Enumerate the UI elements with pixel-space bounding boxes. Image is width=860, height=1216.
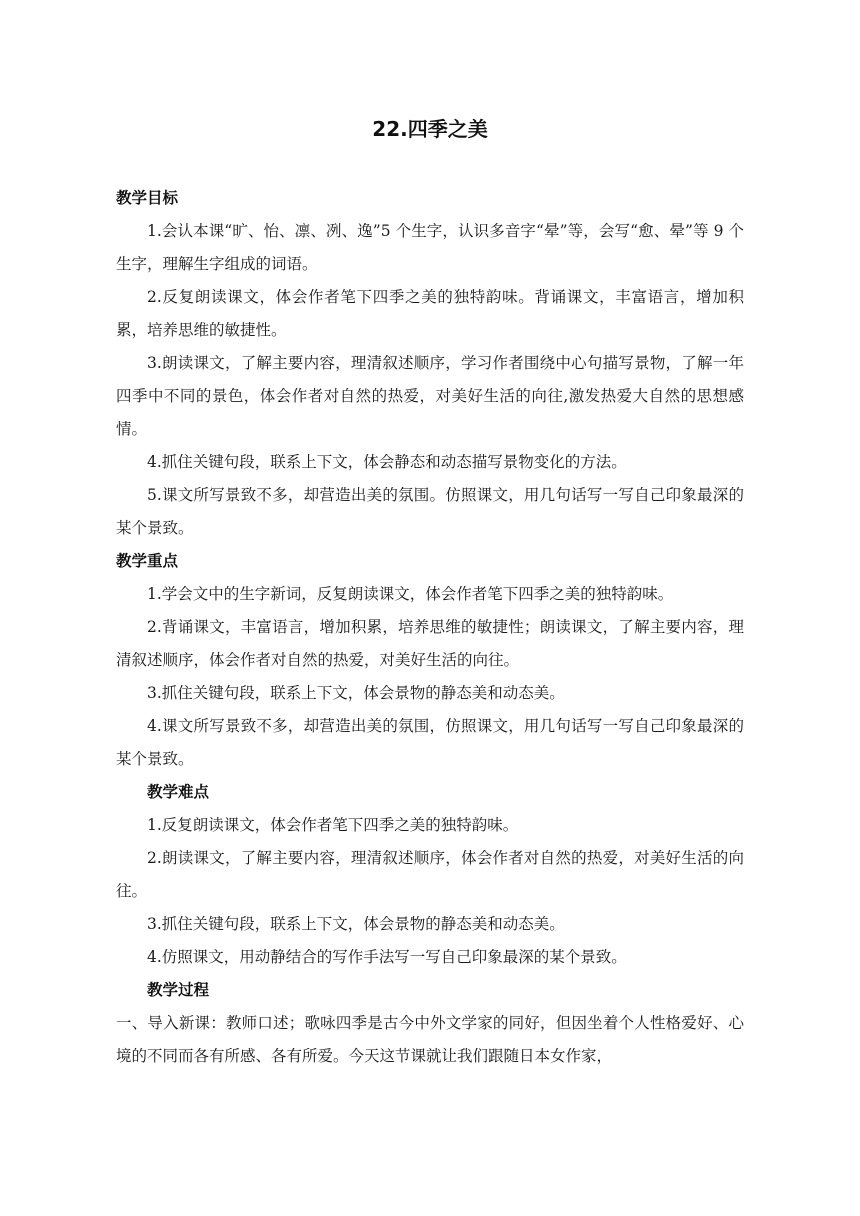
section-heading: 教学过程 xyxy=(147,981,210,999)
section-heading: 教学重点 xyxy=(116,552,179,570)
key-point-item: 1.学会文中的生字新词，反复朗读课文，体会作者笔下四季之美的独特韵味。 xyxy=(147,585,674,603)
goal-item: 2.反复朗读课文，体会作者笔下四季之美的独特韵味。背诵课文，丰富语言，增加积累，培养思维的敏捷性。 xyxy=(116,288,744,339)
document-title: 22.四季之美 xyxy=(372,117,488,141)
goal-item: 4.抓住关键句段，联系上下文，体会静态和动态描写景物变化的方法。 xyxy=(147,453,627,471)
section-key-points xyxy=(116,545,744,776)
key-point-item: 2.背诵课文，丰富语言，增加积累，培养思维的敏捷性；朗读课文，了解主要内容，理清叙述顺序，体会作者对自然的热爱，对美好生活的向往。 xyxy=(116,618,744,669)
document-body xyxy=(116,112,744,1073)
key-point-item: 4.课文所写景致不多，却营造出美的氛围，仿照课文，用几句话写一写自己印象最深的某个景致。 xyxy=(116,717,744,768)
section-teaching-goals xyxy=(116,182,744,545)
difficulty-item: 1.反复朗读课文，体会作者笔下四季之美的独特韵味。 xyxy=(147,816,519,834)
goal-item: 1.会认本课“旷、怡、凛、冽、逸”5 个生字，认识多音字“晕”等，会写“愈、晕”等 9 个生字，理解生字组成的词语。 xyxy=(116,222,744,273)
process-item: 一、导入新课：教师口述；歌咏四季是古今中外文学家的同好，但因坐着个人性格爱好、心境的不同而各有所感、各有所爱。今天这节课就让我们跟随日本女作家， xyxy=(116,1014,744,1065)
key-point-item: 3.抓住关键句段，联系上下文，体会景物的静态美和动态美。 xyxy=(147,684,565,702)
section-teaching-process xyxy=(116,974,744,1073)
section-heading: 教学目标 xyxy=(116,189,179,207)
difficulty-item: 3.抓住关键句段，联系上下文，体会景物的静态美和动态美。 xyxy=(147,915,565,933)
goal-item: 3.朗读课文，了解主要内容，理清叙述顺序，学习作者围绕中心句描写景物，了解一年四季中不同的景色，体会作者对自然的热爱，对美好生活的向往,激发热爱大自然的思想感情。 xyxy=(116,354,744,438)
difficulty-item: 2.朗读课文，了解主要内容，理清叙述顺序，体会作者对自然的热爱，对美好生活的向往。 xyxy=(116,849,744,900)
section-difficulties xyxy=(116,776,744,974)
goal-item: 5.课文所写景致不多，却营造出美的氛围。仿照课文，用几句话写一写自己印象最深的某个景致。 xyxy=(116,486,744,537)
difficulty-item: 4.仿照课文，用动静结合的写作手法写一写自己印象最深的某个景致。 xyxy=(147,948,627,966)
section-heading: 教学难点 xyxy=(147,783,210,801)
